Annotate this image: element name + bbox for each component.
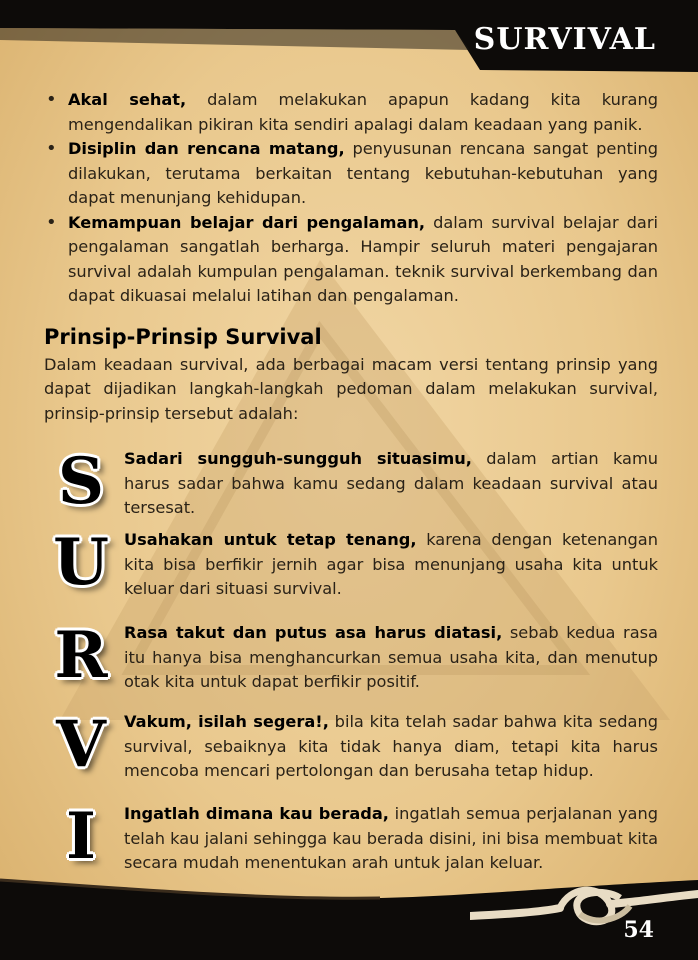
principle-desc: bila kita telah sadar bahwa kita sedang survival, sebaiknya kita tidak hanya diam, tetapi kita harus mencoba mencari pertolongan dan berusaha tetap hidup. <box>124 712 658 780</box>
letter-glyph: S <box>57 444 105 519</box>
list-item <box>44 88 658 137</box>
letter-glyph: R <box>54 618 108 693</box>
principle-text <box>124 710 658 784</box>
principle-desc: sebab kedua rasa itu hanya bisa menghancurkan semua usaha kita, dan menutup otak kita untuk dapat berfikir positif. <box>124 623 658 691</box>
principle-desc: dalam artian kamu harus sadar bahwa kamu sedang dalam keadaan survival atau tersesat. <box>124 449 658 517</box>
letter-glyph: V <box>56 707 106 782</box>
bullet-bold: Disiplin dan rencana matang, <box>68 139 345 158</box>
principle-bold: Sadari sungguh-sungguh situasimu, <box>124 449 472 468</box>
principle-bold: Vakum, isilah segera!, <box>124 712 329 731</box>
principle-text <box>124 528 658 602</box>
rope-knot-icon <box>470 876 698 936</box>
list-item <box>44 137 658 211</box>
letter-v <box>46 707 116 782</box>
principle-text <box>124 447 658 521</box>
header-title: SURVIVAL <box>473 22 656 57</box>
letter-glyph: I <box>66 799 96 874</box>
bullet-list <box>44 88 658 309</box>
letter-s <box>46 444 116 519</box>
principle-text <box>124 802 658 876</box>
letter-glyph: U <box>53 525 109 600</box>
letter-i <box>46 799 116 874</box>
principle-desc: ingatlah semua perjalanan yang telah kau jalani sehingga kau berada disini, ini bisa membuat kita secara mudah menentukan arah untuk jalan keluar. <box>124 804 659 872</box>
bullet-icon: • <box>46 211 57 233</box>
letter-r <box>46 618 116 693</box>
bullet-bold: Kemampuan belajar dari pengalaman, <box>68 212 426 232</box>
bullet-text: penyusunan rencana sangat penting dilakukan, terutama berkaitan tentang kebutuhan-kebutuhan yang dapat menunjang kehidupan. <box>68 139 658 207</box>
page-number: 54 <box>623 917 654 943</box>
principle-bold: Usahakan untuk tetap tenang, <box>124 530 417 549</box>
bullet-icon: • <box>46 89 57 110</box>
bullet-text: dalam melakukan apapun kadang kita kurang mengendalikan pikiran kita sendiri apalagi dalam keadaan yang panik. <box>68 90 658 134</box>
section-title: Prinsip-Prinsip Survival <box>44 324 322 349</box>
letter-u <box>46 525 116 600</box>
bullet-icon: • <box>46 138 57 159</box>
content <box>44 88 658 426</box>
principle-desc: karena dengan ketenangan kita bisa berfikir jernih agar bisa menunjang usaha kita untuk keluar dari situasi survival. <box>124 530 658 598</box>
principle-bold: Ingatlah dimana kau berada, <box>124 804 389 823</box>
principle-bold: Rasa takut dan putus asa harus diatasi, <box>124 623 503 642</box>
bullet-bold: Akal sehat, <box>68 90 187 109</box>
list-item <box>44 211 658 309</box>
section-intro: Dalam keadaan survival, ada berbagai macam versi tentang prinsip yang dapat dijadikan langkah-langkah pedoman dalam melakukan survival, prinsip-prinsip tersebut adalah: <box>44 354 658 423</box>
principle-text <box>124 621 658 695</box>
bullet-text: dalam survival belajar dari pengalaman sangatlah berharga. Hampir seluruh materi pengajaran survival adalah kumpulan pengalaman. teknik survival berkembang dan dapat dikuasai melalui latihan dan pengalaman. <box>68 212 658 305</box>
